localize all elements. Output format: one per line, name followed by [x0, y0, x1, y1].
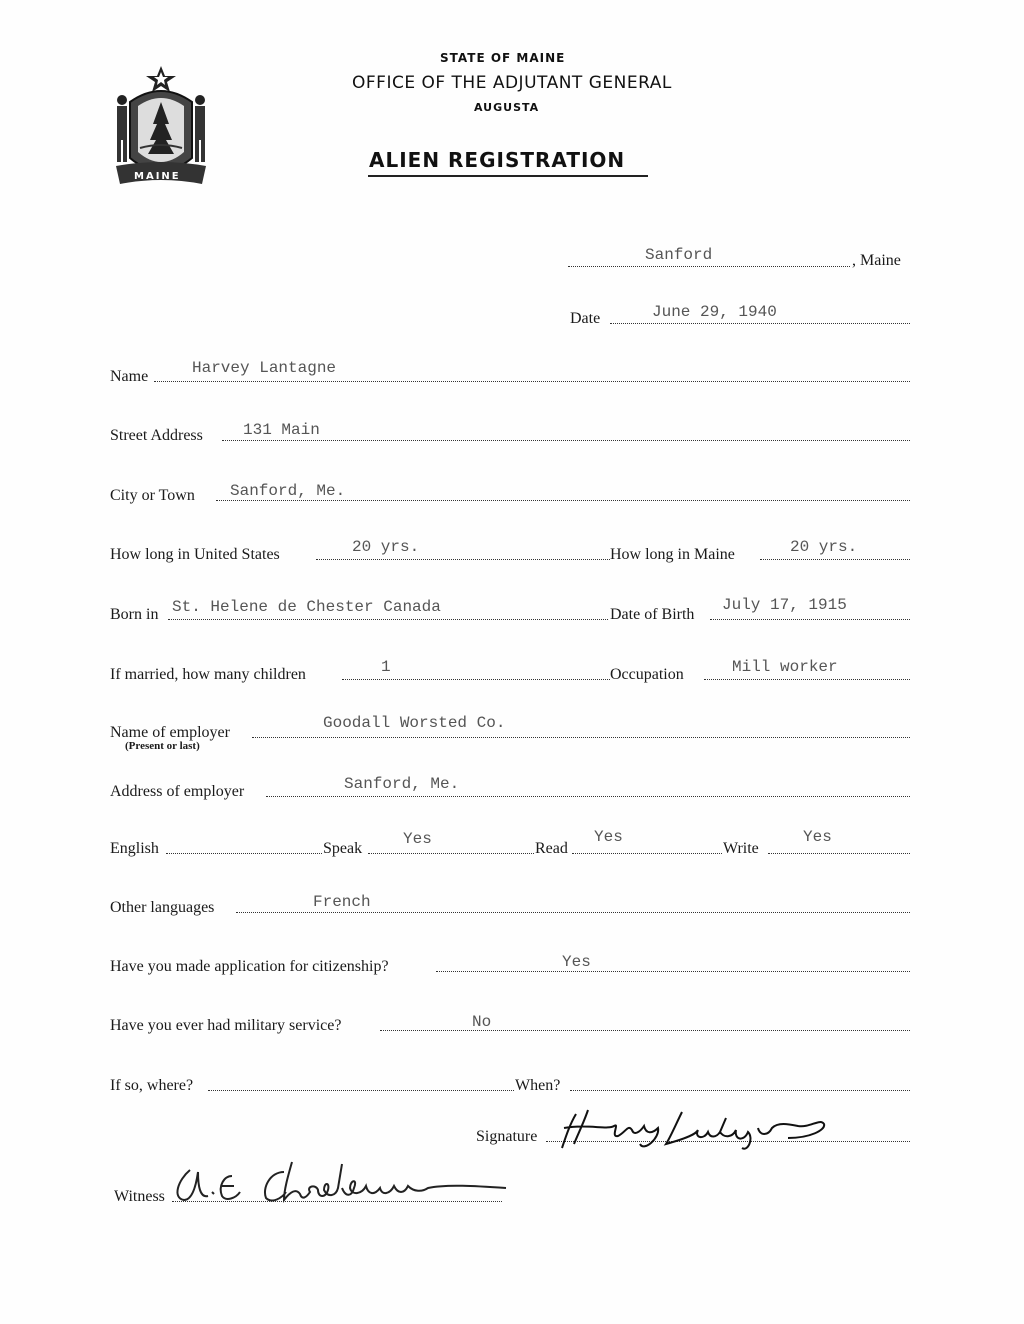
city-value: Sanford, Me.	[230, 482, 346, 500]
employer-address-value: Sanford, Me.	[344, 775, 460, 793]
citizenship-line	[436, 971, 910, 972]
speak-value: Yes	[403, 830, 432, 848]
dob-line	[710, 619, 910, 620]
employer-line	[252, 737, 910, 738]
born-in-line	[168, 619, 608, 620]
speak-label: Speak	[323, 840, 363, 857]
where-line	[208, 1090, 514, 1091]
city-heading: AUGUSTA	[474, 101, 540, 114]
speak-line	[368, 853, 534, 854]
other-languages-label: Other languages	[110, 899, 215, 916]
occupation-line	[704, 679, 910, 680]
years-maine-line	[760, 559, 910, 560]
dob-value: July 17, 1915	[722, 596, 847, 614]
military-value: No	[472, 1013, 492, 1031]
other-languages-value: French	[313, 893, 371, 911]
born-in-label: Born in	[110, 606, 159, 623]
office-heading: OFFICE OF THE ADJUTANT GENERAL	[352, 73, 672, 93]
years-us-value: 20 yrs.	[352, 538, 420, 556]
read-value: Yes	[594, 828, 623, 846]
employer-address-label: Address of employer	[110, 783, 245, 800]
employer-value: Goodall Worsted Co.	[323, 714, 506, 732]
occupation-value: Mill worker	[732, 658, 838, 676]
when-label: When?	[515, 1077, 561, 1094]
street-line	[222, 440, 910, 441]
military-label: Have you ever had military service?	[110, 1017, 342, 1034]
dob-label: Date of Birth	[610, 606, 695, 623]
city-line	[216, 500, 910, 501]
city-label: City or Town	[110, 487, 195, 504]
state-heading: STATE OF MAINE	[440, 51, 566, 65]
children-value: 1	[381, 658, 391, 676]
years-maine-value: 20 yrs.	[790, 538, 858, 556]
children-line	[342, 679, 610, 680]
location-line	[568, 266, 850, 267]
employer-label: Name of employer	[110, 724, 230, 741]
date-label: Date	[570, 310, 601, 327]
english-line	[166, 853, 322, 854]
employer-sublabel: (Present or last)	[125, 740, 200, 752]
write-line	[768, 853, 910, 854]
name-line	[154, 381, 910, 382]
signature-label: Signature	[476, 1128, 538, 1145]
form-title: ALIEN REGISTRATION	[369, 148, 626, 172]
witness-signature-drawing	[166, 1158, 526, 1210]
seal-banner-text: MAINE	[134, 171, 181, 182]
read-line	[572, 853, 722, 854]
years-maine-label: How long in Maine	[610, 546, 735, 563]
location-suffix: , Maine	[852, 252, 901, 269]
born-in-value: St. Helene de Chester Canada	[172, 598, 441, 616]
citizenship-label: Have you made application for citizenship?	[110, 958, 389, 975]
write-value: Yes	[803, 828, 832, 846]
write-label: Write	[723, 840, 759, 857]
years-us-label: How long in United States	[110, 546, 280, 563]
date-value: June 29, 1940	[652, 303, 777, 321]
street-label: Street Address	[110, 427, 203, 444]
name-label: Name	[110, 368, 149, 385]
signature-drawing	[548, 1104, 838, 1158]
citizenship-value: Yes	[562, 953, 591, 971]
date-line	[610, 323, 910, 324]
employer-address-line	[266, 796, 910, 797]
location-value: Sanford	[645, 246, 713, 264]
read-label: Read	[535, 840, 568, 857]
name-value: Harvey Lantagne	[192, 359, 337, 377]
where-label: If so, where?	[110, 1077, 194, 1094]
years-us-line	[316, 559, 610, 560]
when-line	[570, 1090, 910, 1091]
street-value: 131 Main	[243, 421, 320, 439]
other-languages-line	[236, 912, 910, 913]
children-label: If married, how many children	[110, 666, 306, 683]
english-label: English	[110, 840, 159, 857]
witness-label: Witness	[114, 1188, 165, 1205]
military-line	[380, 1030, 910, 1031]
occupation-label: Occupation	[610, 666, 684, 683]
title-underline	[368, 175, 648, 177]
